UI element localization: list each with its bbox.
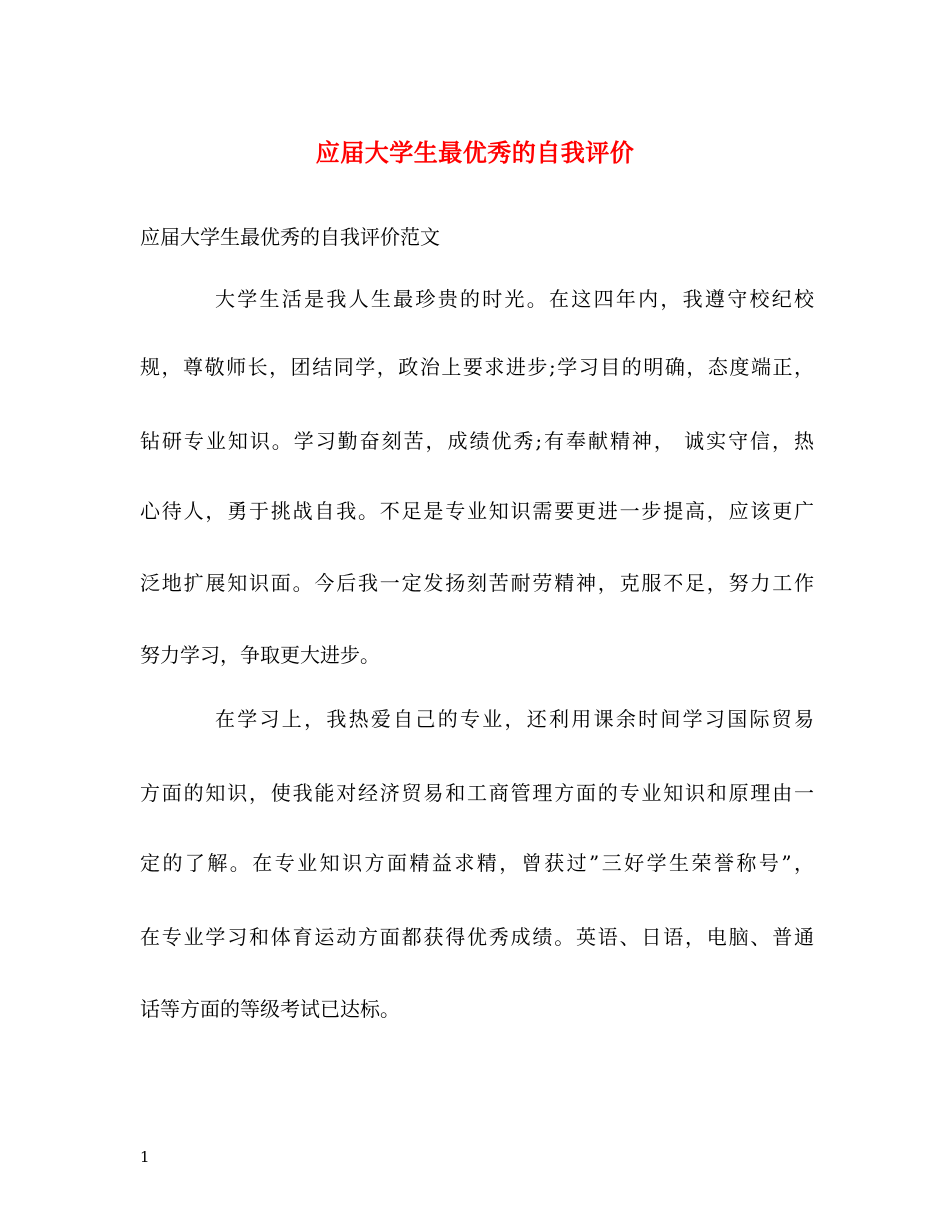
paragraph-1-line-1: 大学生活是我人生最珍贵的时光。在这四年内，我遵守校纪校 bbox=[215, 287, 814, 311]
paragraph-1-line-4: 心待人，勇于挑战自我。不足是专业知识需要更进一步提高，应该更广 bbox=[140, 499, 814, 523]
document-title: 应届大学生最优秀的自我评价 bbox=[315, 138, 635, 167]
document-subtitle: 应届大学生最优秀的自我评价范文 bbox=[140, 225, 440, 249]
paragraph-2-line-5: 话等方面的等级考试已达标。 bbox=[140, 997, 400, 1021]
paragraph-1-line-6: 努力学习，争取更大进步。 bbox=[140, 643, 380, 667]
page-number: 1 bbox=[140, 1148, 150, 1166]
paragraph-1-line-5: 泛地扩展知识面。今后我一定发扬刻苦耐劳精神，克服不足，努力工作 bbox=[140, 571, 814, 595]
paragraph-1-line-2: 规，尊敬师长，团结同学，政治上要求进步;学习目的明确，态度端正， bbox=[140, 355, 814, 379]
paragraph-2-line-3: 定的了解。在专业知识方面精益求精，曾获过”三好学生荣誉称号”， bbox=[140, 851, 814, 875]
paragraph-1-line-3: 钻研专业知识。学习勤奋刻苦，成绩优秀;有奉献精神， 诚实守信，热 bbox=[140, 429, 814, 453]
paragraph-2-line-4: 在专业学习和体育运动方面都获得优秀成绩。英语、日语，电脑、普通 bbox=[140, 925, 814, 949]
paragraph-2-line-1: 在学习上，我热爱自己的专业，还利用课余时间学习国际贸易 bbox=[215, 707, 814, 731]
paragraph-2-line-2: 方面的知识，使我能对经济贸易和工商管理方面的专业知识和原理由一 bbox=[140, 781, 814, 805]
